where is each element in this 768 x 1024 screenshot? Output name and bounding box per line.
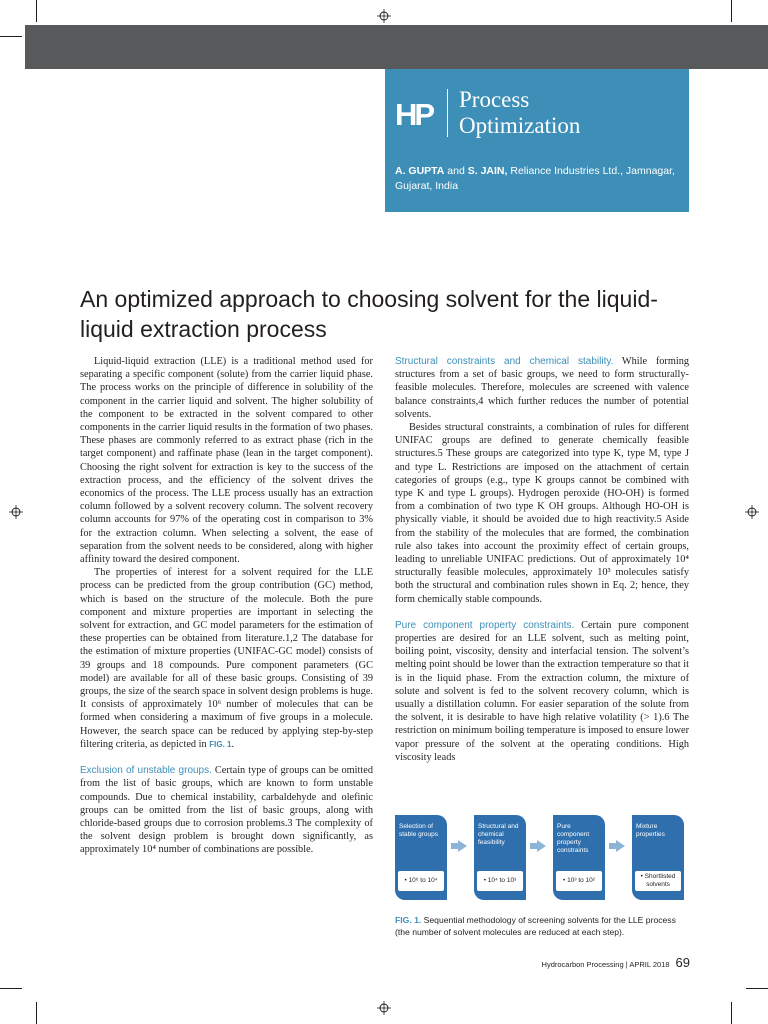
authors-and: and (444, 165, 468, 177)
paragraph-text: Certain pure component properties are desired for an LLE solvent, such as melting point, boiling point, viscosity, density and interfacial tension. The solvent’s melting point should be lower than the extraction temperature so that it is in the liquid phase. From the extraction column, the mixture of solute and solvent is fed to the solvent recovery column, which is usually a distillation column. For easier separation of the solute from the solvent, it is desirable to have high relative volatility (> 1).6 The restriction on minimum boiling temperature is imposed to ensure lower vapor pressure of the solvent at the operating conditions. High viscosity leads (395, 619, 689, 763)
caption-text: Sequential methodology of screening solvents for the LLE process (the number of solvent molecules are reduced at each step). (395, 915, 676, 937)
subheading: Structural constraints and chemical stability. (395, 356, 614, 367)
crop-mark (36, 0, 37, 22)
flow-box-count: • 10⁶ to 10⁴ (398, 871, 444, 891)
subheading: Exclusion of unstable groups. (80, 765, 212, 777)
crop-mark (36, 1002, 37, 1024)
affiliation: Reliance Industries Ltd., Jamnagar, Gujarat, India (395, 165, 675, 192)
flow-box-title: Pure component property constraints (557, 823, 590, 854)
registration-mark-icon (9, 505, 23, 519)
page-number: 69 (675, 955, 690, 970)
paragraph: Besides structural constraints, a combination of rules for different UNIFAC groups are defined to generate chemically feasible structures.5 These groups are categorized into type K, type M, type J and type L. Restrictions are imposed on the attachment of certain categories of groups (e.g., type K groups cannot be combined with type K and type L groups). Hydrogen peroxide (HO-OH) is formed from a combination of two type K OH groups. Although HO-OH is physically viable, it should be avoided due to high reactivity.5 Aside from the stability of the molecules that are formed, the combination rule also takes into account the proximity effect of certain groups, leading to unreliable UNIFAC predictions. Out of approximately 10⁴ structurally feasible molecules, approximately 10³ molecules satisfy both the structural and combination rules shown in Eq. 2; hence, they form chemically stable compounds. (395, 422, 689, 605)
issue-date: APRIL 2018 (629, 960, 670, 969)
flow-box-structural-feasibility (474, 815, 526, 900)
crop-mark (731, 1002, 732, 1024)
figure-reference: FIG. 1 (209, 739, 232, 749)
arrow-right-icon (458, 840, 467, 852)
registration-mark-icon (377, 9, 391, 23)
paragraph-text: The properties of interest for a solvent required for the LLE process can be predicted from the group contribution (GC) method, which is based on the structure of the molecule. Both the pure component and mixture properties are important in selecting the solvent for extraction, and GC model parameters for the estimation of these properties can be obtained from literature.1,2 The database for the estimation of mixture properties (UNIFAC-GC model) consists of 39 groups and 18 compounds. Pure component parameters (GC model) are available for all of these basic groups. Consisting of 39 groups, the size of the search space in solvent design problems is huge. It consists of approximately 10⁶ number of molecules that can be formed when considering a maximum of five groups in a molecule. However, the search space can be reduced by applying step-by-step filtering criteria, as depicted in (80, 567, 373, 750)
footer-separator: | (623, 960, 630, 969)
crop-mark (0, 988, 22, 989)
paragraph (80, 566, 373, 751)
crop-mark (731, 0, 732, 22)
arrow-right-icon (616, 840, 625, 852)
author-1: A. GUPTA (395, 165, 445, 177)
section-name-line-2: Optimization (459, 113, 581, 138)
flow-box-title: Selection of stable groups (399, 823, 439, 838)
right-column (395, 355, 689, 764)
flow-box-stable-groups (395, 815, 447, 900)
header-bar (25, 25, 768, 69)
left-column (80, 355, 373, 857)
flow-box-title: Structural and chemical feasibility (478, 823, 519, 846)
registration-mark-icon (377, 1001, 391, 1015)
arrow-right-icon (537, 840, 546, 852)
figure-caption (395, 914, 689, 938)
section-name (459, 87, 580, 139)
flow-box-count: • Shortlisted solvents (635, 871, 681, 891)
paragraph (80, 764, 373, 856)
author-2: S. JAIN, (467, 165, 508, 177)
paragraph (395, 355, 689, 421)
hp-logo: HP (395, 97, 433, 132)
paragraph (395, 619, 689, 764)
page-footer (490, 955, 690, 970)
flow-box-title: Mixture properties (636, 823, 665, 838)
authors (395, 164, 680, 194)
subheading: Pure component property constraints. (395, 619, 575, 631)
paragraph: Liquid-liquid extraction (LLE) is a traditional method used for separating a specific component (solute) from the carrier liquid phase. The process works on the principle of difference in solubility of the component in the carrier liquid and solvent. The higher solubility of the component to be extracted in the solvent compared to other components in the carrier liquid results in the formation of two phases. These phases are commonly referred to as extract phase (rich in the target component) and raffinate phase (lean in the target component). Choosing the right solvent for extraction is key to the success of the extraction process, and the efficiency of the solvent drives the economics of the process. The LLE process usually has an extraction column followed by a solvent recovery column. The solvent recovery column accounts for 97% of the operating cost in comparison to 3% for the extraction column. When selecting a solvent, the ease of separation from the solvent needs to be considered, along with higher affinity toward the desired component. (80, 356, 373, 566)
registration-mark-icon (745, 505, 759, 519)
figure-label: FIG. 1. (395, 915, 422, 925)
figure-1 (395, 815, 689, 905)
flow-box-count: • 10³ to 10² (556, 871, 602, 891)
section-header-box (385, 69, 689, 212)
paragraph-text: While forming structures from a set of basic groups, we need to form structurally-feasible molecules. Therefore, molecules are screened with valence balance constraints,4 which further reduces the number of potential solvents. (395, 356, 689, 420)
paragraph-text: Certain type of groups can be omitted from the list of basic groups, which are known to form unstable compounds. Due to chemical instability, carbaldehyde and olefinic groups can be omitted from the list of basic groups, along with chloride-based groups due to corrosion problems.3 The complexity of the solvent design problem is brought down significantly, as approximately 10⁴ number of combinations are possible. (80, 765, 373, 856)
flow-box-count: • 10⁴ to 10³ (477, 871, 523, 891)
paragraph-end: . (231, 738, 235, 750)
crop-mark (0, 36, 22, 37)
flow-box-mixture-properties (632, 815, 684, 900)
section-name-line-1: Process (459, 87, 530, 112)
article-title: An optimized approach to choosing solvent for the liquid-liquid extraction process (80, 286, 658, 342)
logo-divider (447, 89, 448, 137)
flow-box-pure-component (553, 815, 605, 900)
journal-name: Hydrocarbon Processing (541, 960, 624, 969)
crop-mark (746, 988, 768, 989)
